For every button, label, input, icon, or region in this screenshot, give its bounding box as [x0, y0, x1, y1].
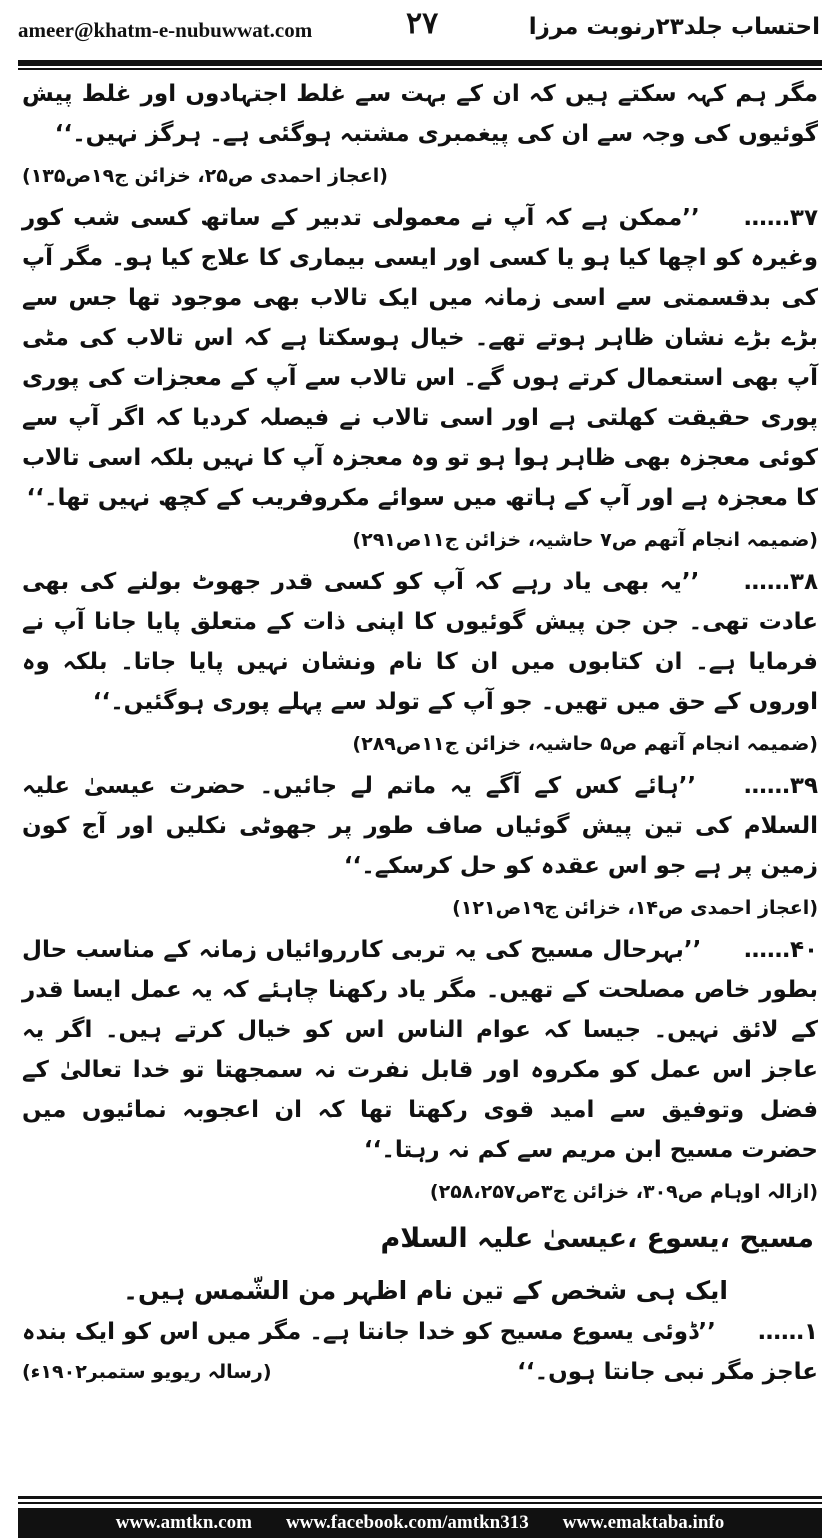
quote-39 — [22, 766, 818, 886]
section-heading: مسیح ،یسوع ،عیسیٰ علیہ السلام — [380, 1223, 814, 1254]
quote-40 — [22, 930, 818, 1170]
citation: (اعجاز احمدی ص۱۴، خزائن ج۱۹ص۱۲۱) — [452, 897, 818, 919]
citation: (ضمیمہ انجام آتھم ص۵ حاشیہ، خزائن ج۱۱ص۲۸۹) — [352, 733, 818, 755]
quote-number: ۳۸…… — [743, 569, 818, 595]
header-rule-thin — [18, 68, 822, 70]
page-footer — [18, 1508, 822, 1538]
quote-1 — [22, 1312, 818, 1392]
quote-text: ’’بہرحال مسیح کی یہ تربی کارروائیاں زمانہ کے مناسب حال بطور خاص مصلحت کے تھیں۔ مگر یاد رکھنا چاہئے کہ یہ عمل ایسا قدر کے لائق نہیں۔ جیسا کہ عوام الناس اس کو خیال کرتے ہیں۔ اگر یہ عاجز اس عمل کو مکروہ اور قابل نفرت نہ سمجھتا تو خدا تعالیٰ کے فضل وتوفیق سے امید قوی رکھتا تھا کہ ان اعجوبہ نمائیوں میں حضرت مسیح ابن مریم سے کم نہ رہتا۔‘‘ — [22, 937, 818, 1163]
header-rule-thick — [18, 60, 822, 66]
quote-text: ’’یہ بھی یاد رہے کہ آپ کو کسی قدر جھوٹ بولنے کی بھی عادت تھی۔ جن جن پیش گوئیوں کا اپنی ذات کے متعلق پایا جانا آپ نے فرمایا ہے۔ ان کتابوں میں ان کا نام ونشان نہیں پایا جاتا۔ بلکہ وہ اوروں کے حق میں تھیں۔ جو آپ کے تولد سے پہلے پوری ہوگئیں۔‘‘ — [22, 569, 818, 715]
quote-number: ۴۰…… — [743, 937, 819, 963]
header-email: ameer@khatm-e-nubuwwat.com — [18, 18, 313, 42]
quote-number: ۳۹…… — [743, 773, 818, 799]
quote-number: ۳۷…… — [743, 205, 818, 231]
paragraph-text: مگر ہم کہہ سکتے ہیں کہ ان کے بہت سے غلط اجتہادوں اور غلط پیش گوئیوں کی وجہ سے ان کی پیغمبری مشتبہ ہوگئی ہے۔ ہرگز نہیں۔‘‘ — [22, 81, 818, 147]
footer-link-emaktaba[interactable]: www.emaktaba.info — [562, 1512, 725, 1533]
citation: (رسالہ ریویو ستمبر۱۹۰۲ء) — [22, 1361, 272, 1383]
page-content — [22, 74, 818, 1392]
page-header — [18, 4, 820, 60]
quote-number: ۱…… — [757, 1319, 819, 1345]
quote-text: ’’ممکن ہے کہ آپ نے معمولی تدبیر کے ساتھ کسی شب کور وغیرہ کو اچھا کیا ہو یا کسی اور ایسی بیماری کا علاج کیا ہو۔ مگر آپ کی بدقسمتی سے اسی زمانہ میں ایک تالاب بھی موجود تھا جس سے بڑے بڑے نشان ظاہر ہوتے تھے۔ خیال ہوسکتا ہے کہ اس تالاب کی مٹی آپ بھی استعمال کرتے ہوں گے۔ اس تالاب سے آپ کے معجزات کی پوری پوری حقیقت کھلتی ہے اور اسی تالاب نے فیصلہ کردیا کہ اگر آپ سے کوئی معجزہ بھی ظاہر ہوا ہو تو وہ معجزہ آپ کا نہیں بلکہ اسی تالاب کا معجزہ ہے اور آپ کے ہاتھ میں سوائے مکروفریب کے کچھ نہیں تھا۔‘‘ — [21, 205, 818, 511]
citation: (اعجاز احمدی ص۲۵، خزائن ج۱۹ص۱۳۵) — [22, 165, 388, 187]
footer-rule-thick — [18, 1496, 822, 1499]
quote-text: ’’ہائے کس کے آگے یہ ماتم لے جائیں۔ حضرت عیسیٰ علیہ السلام کی تین پیش گوئیاں صاف طور پر جھوٹی نکلیں اور آج کون زمین پر ہے جو اس عقدہ کو حل کرسکے۔‘‘ — [22, 773, 818, 879]
quote-37 — [22, 198, 818, 518]
section-subheading: ایک ہی شخص کے تین نام اظہر من الشّمس ہیں۔ — [123, 1276, 728, 1305]
quote-38 — [22, 562, 818, 722]
citation: (ازالہ اوہام ص۳۰۹، خزائن ج۳ص۲۵۸،۲۵۷) — [429, 1181, 818, 1203]
quote-text: ’’ڈوئی یسوع مسیح کو خدا جانتا ہے۔ مگر میں اس کو ایک بندہ عاجز مگر نبی جانتا ہوں۔‘‘ — [22, 1319, 818, 1385]
page-number: ۲۷ — [406, 6, 439, 41]
book-title: احتساب جلد۲۳رنوبت مرزا — [528, 14, 820, 40]
footer-link-amtkn[interactable]: www.amtkn.com — [115, 1512, 252, 1533]
footer-link-facebook[interactable]: www.facebook.com/amtkn313 — [285, 1512, 529, 1533]
citation: (ضمیمہ انجام آتھم ص۷ حاشیہ، خزائن ج۱۱ص۲۹۱) — [352, 529, 818, 551]
footer-rule-thin — [18, 1502, 822, 1504]
paragraph-continued — [22, 74, 818, 154]
